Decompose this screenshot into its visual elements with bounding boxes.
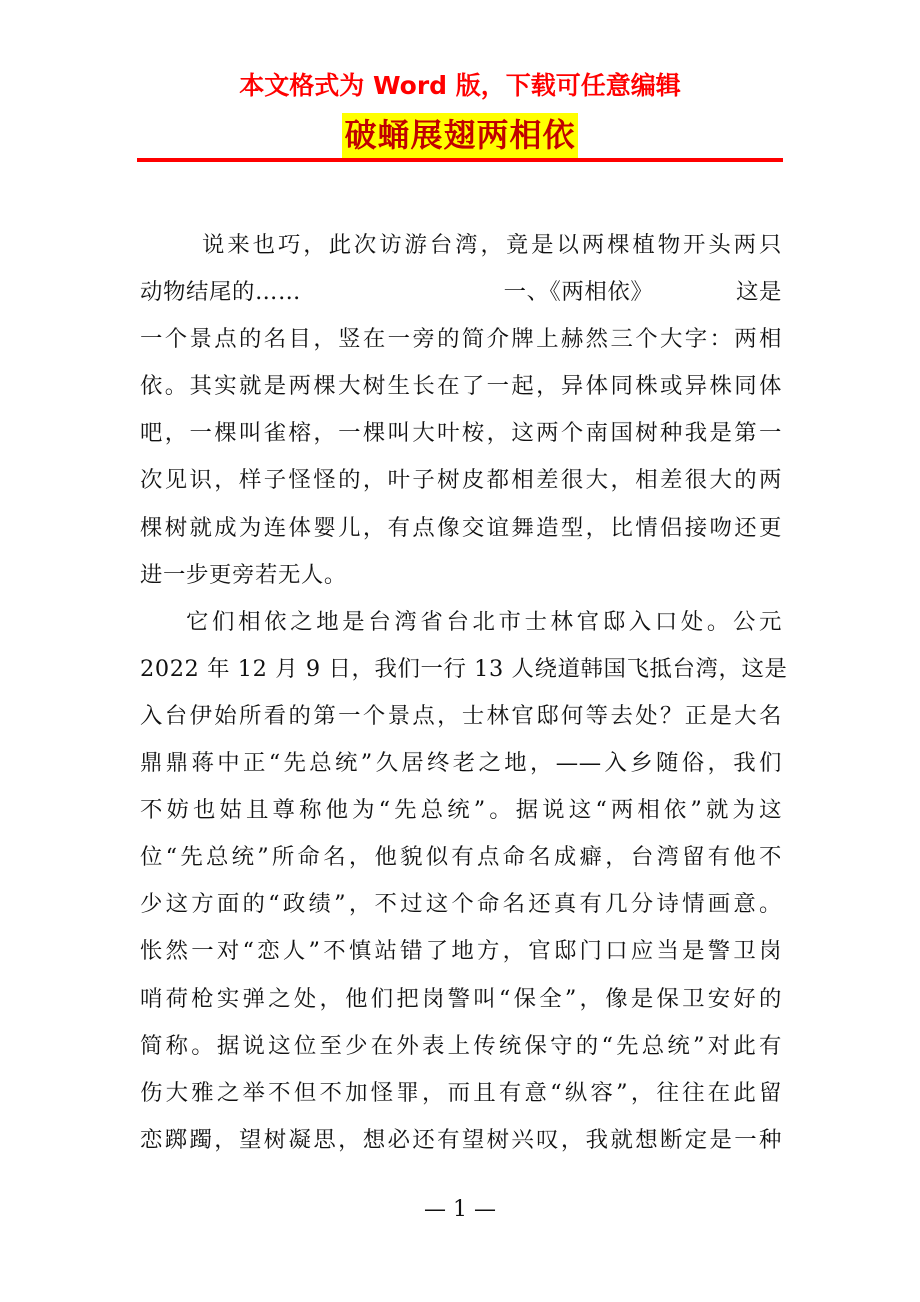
text-line: 鼎鼎蒋中正“先总统”久居终老之地，——入乡随俗，我们	[140, 750, 782, 777]
page-number: — 1 —	[424, 1197, 496, 1222]
text-line: 它们相依之地是台湾省台北市士林官邸入口处。公元	[186, 608, 782, 635]
text-line: 恋踯躅，望树凝思，想必还有望树兴叹，我就想断定是一种	[140, 1126, 782, 1153]
paragraph-1	[140, 222, 782, 599]
text-line: 2022 年 12 月 9 日，我们一行 13 人绕道韩国飞抵台湾，这是	[140, 655, 788, 682]
text-line: 怅然一对“恋人”不慎站错了地方，官邸门口应当是警卫岗	[140, 938, 782, 965]
section-heading: 一、《两相依》	[503, 279, 654, 306]
text-line: 依。其实就是两棵大树生长在了一起，异体同株或异株同体	[140, 373, 782, 400]
text-fragment: 动物结尾的……	[140, 279, 301, 306]
text-line: 简称。据说这位至少在外表上传统保守的“先总统”对此有	[140, 1032, 782, 1059]
title-divider	[137, 158, 783, 162]
text-fragment: 这是	[736, 279, 782, 306]
text-line: 进一步更旁若无人。	[140, 561, 347, 588]
word-format-banner: 本文格式为 Word 版，下载可任意编辑	[239, 71, 681, 100]
text-line: 哨荷枪实弹之处，他们把岗警叫“保全”，像是保卫安好的	[140, 985, 782, 1012]
text-line: 棵树就成为连体婴儿，有点像交谊舞造型，比情侣接吻还更	[140, 514, 782, 541]
text-line: 少这方面的“政绩”，不过这个命名还真有几分诗情画意。	[140, 891, 782, 918]
text-line: 次见识，样子怪怪的，叶子树皮都相差很大，相差很大的两	[140, 467, 782, 494]
title-container	[0, 113, 920, 158]
text-line: 伤大雅之举不但不加怪罪，而且有意“纵容”，往往在此留	[140, 1079, 782, 1106]
text-line: 吧，一棵叫雀榕，一棵叫大叶桉，这两个南国树种我是第一	[140, 420, 782, 447]
text-line: 位“先总统”所命名，他貌似有点命名成癖，台湾留有他不	[140, 844, 782, 871]
paragraph-2	[140, 599, 788, 1164]
text-line: 说来也巧，此次访游台湾，竟是以两棵植物开头两只	[202, 232, 782, 258]
text-line-with-heading	[140, 269, 782, 316]
text-line: 不妨也姑且尊称他为“先总统”。据说这“两相依”就为这	[140, 797, 782, 824]
document-body	[140, 222, 788, 1164]
text-line: 入台伊始所看的第一个景点，士林官邸何等去处？正是大名	[140, 702, 782, 729]
document-title: 破蛹展翅两相依	[342, 113, 577, 158]
text-line: 一个景点的名目，竖在一旁的简介牌上赫然三个大字：两相	[140, 326, 782, 353]
